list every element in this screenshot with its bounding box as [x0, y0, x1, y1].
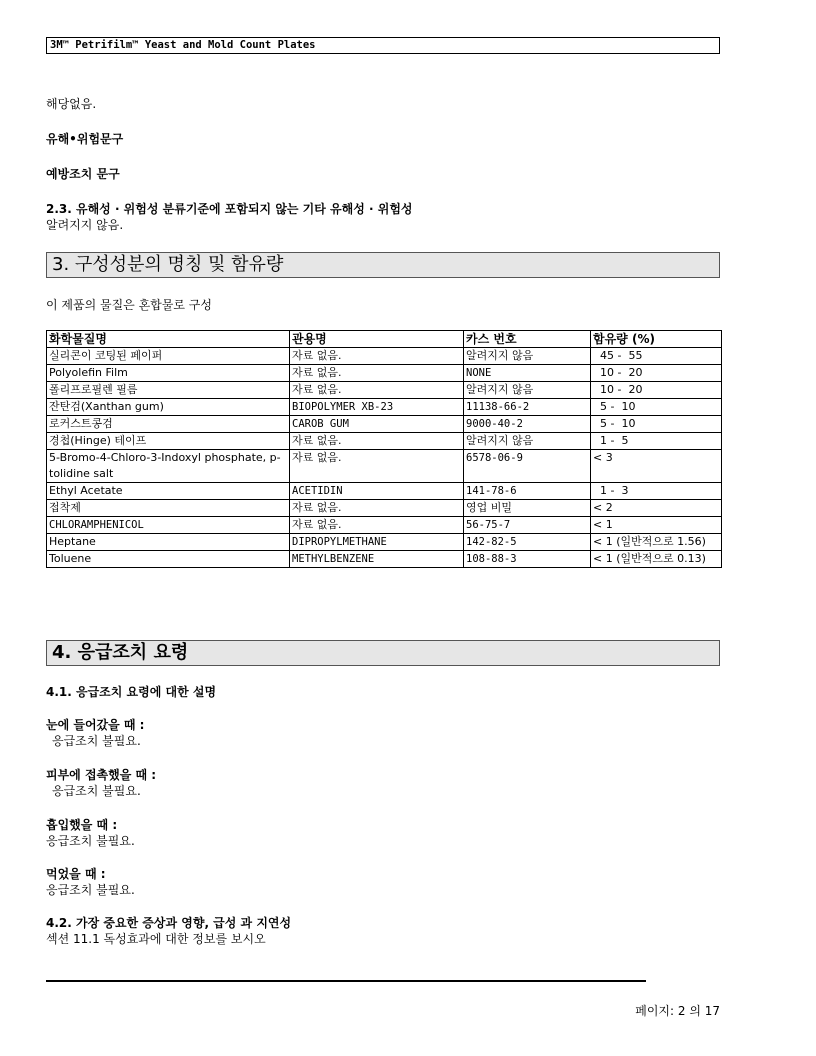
- table-row: [47, 416, 722, 433]
- chemical-name-cell: Polyolefin Film: [47, 365, 290, 382]
- common-name-cell: CAROB GUM: [290, 416, 464, 433]
- table-row: [47, 382, 722, 399]
- common-name-cell: ACETIDIN: [290, 483, 464, 500]
- table-row: [47, 399, 722, 416]
- chemical-name-cell: 실리콘이 코팅된 페이퍼: [47, 348, 290, 365]
- page-number: 페이지: 2 의 17: [635, 1004, 720, 1018]
- content-cell: 5 - 10: [591, 399, 722, 416]
- section-4-2-text: 섹션 11.1 독성효과에 대한 정보를 보시오: [46, 932, 266, 946]
- chemical-name-cell: Ethyl Acetate: [47, 483, 290, 500]
- table-row: [47, 348, 722, 365]
- not-applicable-text: 해당없음.: [46, 97, 97, 111]
- eye-contact-heading: 눈에 들어갔을 때 :: [46, 718, 145, 732]
- section-2-3-heading: 2.3. 유해성 · 위험성 분류기준에 포함되지 않는 기타 유해성 · 위험성: [46, 202, 413, 216]
- cas-number-cell: 알려지지 않음: [464, 348, 591, 365]
- section-3-title: 3. 구성성분의 명칭 및 함유량: [46, 252, 720, 278]
- content-cell: 10 - 20: [591, 365, 722, 382]
- content-cell: < 1 (일반적으로 1.56): [591, 534, 722, 551]
- chemical-name-cell: 잔탄검(Xanthan gum): [47, 399, 290, 416]
- cas-number-cell: 알려지지 않음: [464, 433, 591, 450]
- section-4-title: 4. 응급조치 요령: [46, 640, 720, 666]
- header-cas-number: 카스 번호: [464, 331, 591, 348]
- table-row: [47, 500, 722, 517]
- table-row: [47, 365, 722, 382]
- chemical-name-cell: 경첩(Hinge) 테이프: [47, 433, 290, 450]
- header-common-name: 관용명: [290, 331, 464, 348]
- table-row: [47, 551, 722, 568]
- chemical-name-cell: Toluene: [47, 551, 290, 568]
- section-3-intro: 이 제품의 물질은 혼합물로 구성: [46, 298, 212, 312]
- chemical-name-cell: Heptane: [47, 534, 290, 551]
- common-name-cell: 자료 없음.: [290, 382, 464, 399]
- content-cell: < 3: [591, 450, 722, 483]
- cas-number-cell: 56-75-7: [464, 517, 591, 534]
- cas-number-cell: 알려지지 않음: [464, 382, 591, 399]
- hazard-statements-heading: 유해•위험문구: [46, 132, 124, 146]
- content-cell: < 2: [591, 500, 722, 517]
- ingestion-text: 응급조치 불필요.: [46, 883, 135, 897]
- chemical-name-cell: 5-Bromo-4-Chloro-3-Indoxyl phosphate, p-tolidine salt: [47, 450, 290, 483]
- chemical-name-cell: 접착제: [47, 500, 290, 517]
- cas-number-cell: NONE: [464, 365, 591, 382]
- content-cell: 45 - 55: [591, 348, 722, 365]
- composition-table: [46, 330, 722, 568]
- chemical-name-cell: 폴리프로필렌 필름: [47, 382, 290, 399]
- common-name-cell: METHYLBENZENE: [290, 551, 464, 568]
- skin-contact-text: 응급조치 불필요.: [52, 784, 141, 798]
- common-name-cell: 자료 없음.: [290, 348, 464, 365]
- eye-contact-text: 응급조치 불필요.: [52, 734, 141, 748]
- common-name-cell: 자료 없음.: [290, 450, 464, 483]
- content-cell: 10 - 20: [591, 382, 722, 399]
- ingestion-heading: 먹었을 때 :: [46, 867, 106, 881]
- common-name-cell: BIOPOLYMER XB-23: [290, 399, 464, 416]
- cas-number-cell: 6578-06-9: [464, 450, 591, 483]
- header-chemical-name: 화학물질명: [47, 331, 290, 348]
- cas-number-cell: 9000-40-2: [464, 416, 591, 433]
- cas-number-cell: 141-78-6: [464, 483, 591, 500]
- cas-number-cell: 108-88-3: [464, 551, 591, 568]
- common-name-cell: DIPROPYLMETHANE: [290, 534, 464, 551]
- common-name-cell: 자료 없음.: [290, 365, 464, 382]
- cas-number-cell: 영업 비밀: [464, 500, 591, 517]
- document-header-title: 3M™ Petrifilm™ Yeast and Mold Count Plates: [46, 37, 720, 54]
- table-row: [47, 534, 722, 551]
- content-cell: 1 - 5: [591, 433, 722, 450]
- precaution-heading: 예방조치 문구: [46, 167, 120, 181]
- table-header-row: [47, 331, 722, 348]
- common-name-cell: 자료 없음.: [290, 433, 464, 450]
- content-cell: 5 - 10: [591, 416, 722, 433]
- section-4-2-heading: 4.2. 가장 중요한 증상과 영향, 급성 과 지연성: [46, 916, 292, 930]
- common-name-cell: 자료 없음.: [290, 517, 464, 534]
- content-cell: < 1 (일반적으로 0.13): [591, 551, 722, 568]
- common-name-cell: 자료 없음.: [290, 500, 464, 517]
- cas-number-cell: 142-82-5: [464, 534, 591, 551]
- section-2-3-text: 알려지지 않음.: [46, 218, 124, 232]
- inhalation-heading: 흡입했을 때 :: [46, 818, 118, 832]
- table-row: [47, 433, 722, 450]
- skin-contact-heading: 피부에 접촉했을 때 :: [46, 768, 157, 782]
- header-content-percent: 함유량 (%): [591, 331, 722, 348]
- table-row: [47, 483, 722, 500]
- chemical-name-cell: CHLORAMPHENICOL: [47, 517, 290, 534]
- content-cell: 1 - 3: [591, 483, 722, 500]
- footer-divider: [46, 980, 646, 982]
- cas-number-cell: 11138-66-2: [464, 399, 591, 416]
- inhalation-text: 응급조치 불필요.: [46, 834, 135, 848]
- table-row: [47, 450, 722, 483]
- section-4-1-heading: 4.1. 응급조치 요령에 대한 설명: [46, 685, 217, 699]
- chemical-name-cell: 로커스트콩검: [47, 416, 290, 433]
- content-cell: < 1: [591, 517, 722, 534]
- table-row: [47, 517, 722, 534]
